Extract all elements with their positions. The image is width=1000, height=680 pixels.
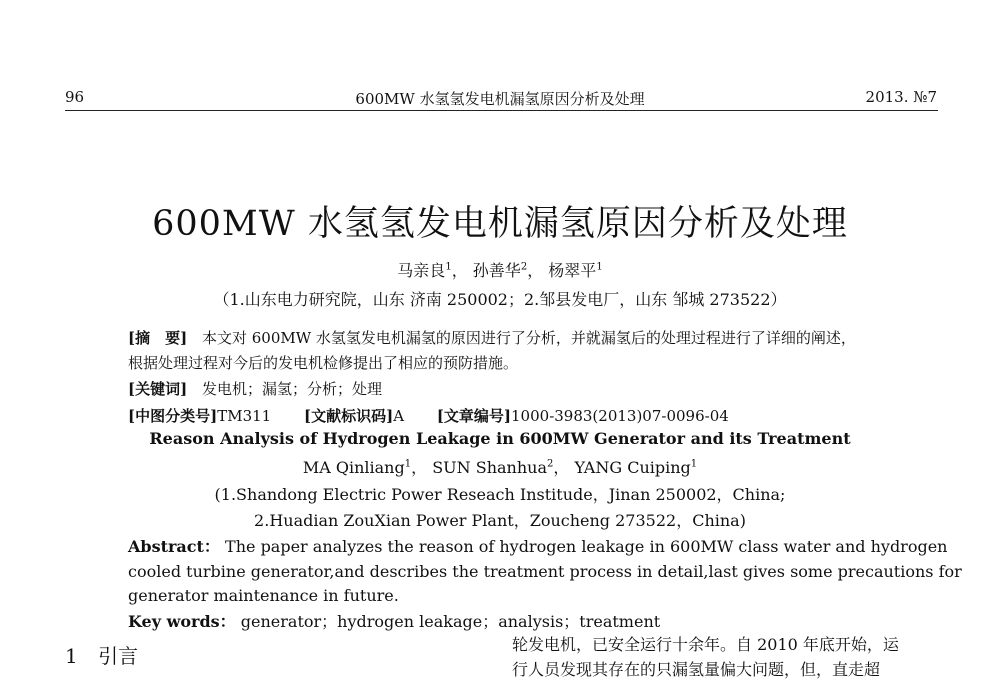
paper-title: 600MW 水氢氢发电机漏氢原因分析及处理 bbox=[152, 204, 848, 244]
keywords-cn bbox=[128, 378, 382, 399]
page-number: 96 bbox=[65, 88, 85, 106]
author-cn-1: 马亲良 bbox=[397, 261, 446, 280]
paper-title-en: Reason Analysis of Hydrogen Leakage in 600MW Generator and its Treatment bbox=[149, 429, 851, 448]
section-number: 1 bbox=[65, 644, 78, 668]
author-cn-1-mark: 1 bbox=[445, 261, 452, 273]
abstract-en-line1: Abstract： The paper analyzes the reason of hydrogen leakage in 600MW class water and hydrogen bbox=[128, 537, 948, 556]
header-rule bbox=[65, 110, 938, 111]
abstract-cn-line2: 根据处理过程对今后的发电机检修提出了相应的预防措施。 bbox=[128, 354, 519, 372]
abstract-cn-line1: [摘 要] 本文对 600MW 水氢氢发电机漏氢的原因进行了分析，并就漏氢后的处理过程进行了详细的阐述， bbox=[128, 329, 856, 347]
author-cn-3: 杨翠平 bbox=[548, 261, 597, 280]
article-id-label: [文章编号] bbox=[436, 407, 512, 425]
keywords-en bbox=[128, 609, 660, 632]
body-right-line1: 轮发电机，已安全运行十余年。自 2010 年底开始，运 bbox=[512, 635, 899, 654]
abstract-en-label: Abstract： bbox=[128, 537, 220, 556]
doc-code-label: [文献标识码] bbox=[303, 407, 394, 425]
clc-value: TM311 bbox=[217, 407, 272, 425]
keywords-cn-label: [关键词] bbox=[128, 380, 188, 398]
author-cn-2: 孙善华 bbox=[472, 261, 521, 280]
author-cn-2-mark: 2 bbox=[520, 261, 528, 273]
affiliation-en-line2: 2.Huadian ZouXian Power Plant，Zoucheng 273522，China) bbox=[254, 511, 746, 530]
section-title: 引言 bbox=[98, 644, 139, 668]
affiliation-cn: （1.山东电力研究院，山东 济南 250002；2.邹县发电厂，山东 邹城 273522） bbox=[213, 290, 787, 309]
issue-number: 2013. №7 bbox=[865, 88, 937, 106]
author-en-3: YANG Cuiping bbox=[574, 458, 691, 477]
abstract-en-line2: cooled turbine generator,and describes the treatment process in detail,last gives some precautions for bbox=[128, 562, 962, 581]
author-en-1: MA Qinliang bbox=[302, 458, 405, 477]
keywords-cn-text: 发电机；漏氢；分析；处理 bbox=[201, 380, 382, 398]
clc-label: [中图分类号] bbox=[128, 407, 218, 425]
article-id-value: 1000-3983(2013)07-0096-04 bbox=[511, 407, 729, 425]
affiliation-en-line1: (1.Shandong Electric Power Reseach Institude，Jinan 250002，China; bbox=[214, 485, 786, 504]
author-cn-3-mark: 1 bbox=[596, 261, 603, 273]
keywords-en-label: Key words： bbox=[128, 612, 236, 631]
classification-line bbox=[128, 405, 729, 426]
keywords-en-text: generator；hydrogen leakage；analysis；treatment bbox=[240, 612, 661, 631]
abstract-en-line3: generator maintenance in future. bbox=[128, 586, 399, 605]
author-en-2: SUN Shanhua bbox=[432, 458, 547, 477]
doc-code-value: A bbox=[393, 407, 405, 425]
abstract-cn-label: [摘 要] bbox=[128, 329, 188, 347]
section-heading bbox=[65, 640, 138, 669]
body-right-line2: 行人员发现其存在的只漏氢量偏大问题，但，直走超 bbox=[512, 660, 881, 679]
running-title: 600MW 水氢氢发电机漏氢原因分析及处理 bbox=[355, 90, 645, 108]
authors-cn: 马亲良$^1$， 孙善华$^2$， 杨翠平$^1$ bbox=[397, 261, 603, 280]
authors-en: MA Qinliang$^1$， SUN Shanhua$^2$， YANG Cuiping$^1$ bbox=[302, 458, 698, 477]
